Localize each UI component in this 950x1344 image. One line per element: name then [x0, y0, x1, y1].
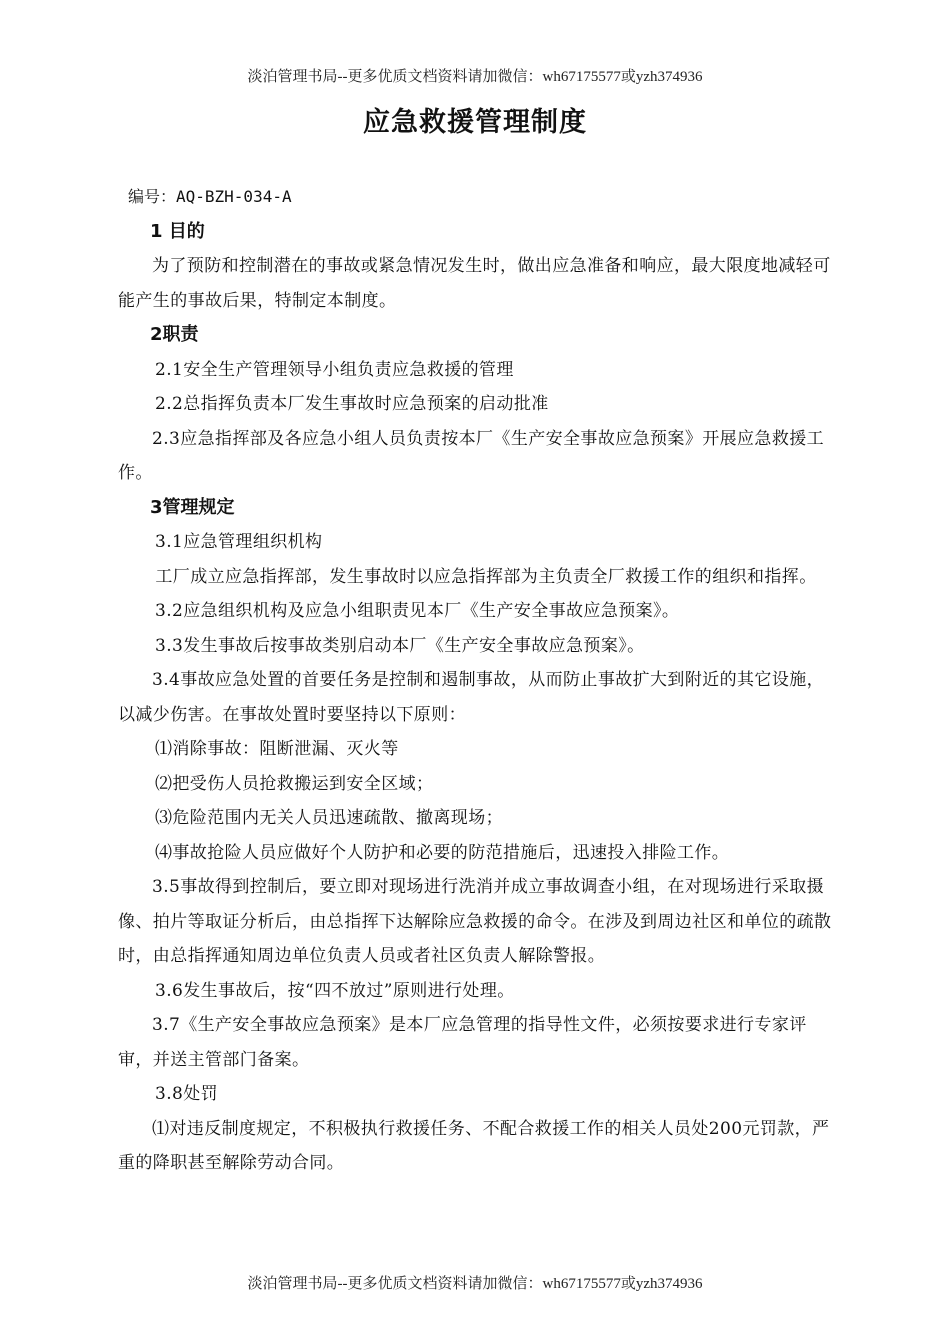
principle-item: ⑶危险范围内无关人员迅速疏散、撤离现场； — [155, 808, 503, 828]
clause: 2.2总指挥负责本厂发生事故时应急预案的启动批准 — [155, 394, 549, 414]
document-code: 编号：AQ-BZH-034-A — [128, 187, 292, 206]
clause: 3.1应急管理组织机构 — [155, 532, 323, 552]
paragraph: 工厂成立应急指挥部，发生事故时以应急指挥部为主负责全厂救援工作的组织和指挥。 — [155, 566, 817, 587]
clause: 2.1安全生产管理领导小组负责应急救援的管理 — [155, 359, 514, 380]
penalty-item: ⑴对违反制度规定，不积极执行救援任务、不配合救援工作的相关人员处200元罚款，严重的降职甚至解除劳动合同。 — [118, 1118, 830, 1173]
principle-item: ⑴消除事故：阻断泄漏、灭火等 — [155, 739, 399, 759]
clause: 2.3应急指挥部及各应急小组人员负责按本厂《生产安全事故应急预案》开展应急救援工作。 — [118, 428, 825, 483]
clause: 3.8处罚 — [155, 1084, 219, 1104]
document-title: 应急救援管理制度 — [363, 107, 587, 138]
clause: 3.5事故得到控制后，要立即对现场进行洗消并成立事故调查小组，在对现场进行采取摄像、拍片等取证分析后，由总指挥下达解除应急救援的命令。在涉及到周边社区和单位的疏散时，由总指挥通知周边单位负责人员或者社区负责人解除警报。 — [118, 877, 832, 966]
clause: 3.4事故应急处置的首要任务是控制和遏制事故，从而防止事故扩大到附近的其它设施，以减少伤害。在事故处置时要坚持以下原则： — [118, 670, 825, 725]
paragraph: 为了预防和控制潜在的事故或紧急情况发生时，做出应急准备和响应，最大限度地减轻可能产生的事故后果，特制定本制度。 — [118, 256, 831, 311]
section-heading-purpose: 1 目的 — [150, 220, 205, 242]
section-heading-duties: 2职责 — [150, 324, 199, 345]
page-header: 淡泊管理书局--更多优质文档资料请加微信：wh67175577或yzh374936 — [247, 69, 703, 85]
clause: 3.2应急组织机构及应急小组职责见本厂《生产安全事故应急预案》。 — [155, 601, 680, 621]
page-footer: 淡泊管理书局--更多优质文档资料请加微信：wh67175577或yzh374936 — [247, 1276, 703, 1292]
principle-item: ⑵把受伤人员抢救搬运到安全区域； — [155, 773, 434, 794]
clause: 3.7《生产安全事故应急预案》是本厂应急管理的指导性文件，必须按要求进行专家评审，并送主管部门备案。 — [118, 1015, 807, 1070]
principle-item: ⑷事故抢险人员应做好个人防护和必要的防范措施后，迅速投入排险工作。 — [155, 842, 730, 863]
clause: 3.6发生事故后，按“四不放过”原则进行处理。 — [155, 980, 515, 1001]
section-heading-rules: 3管理规定 — [150, 496, 235, 518]
clause: 3.3发生事故后按事故类别启动本厂《生产安全事故应急预案》。 — [155, 635, 645, 656]
document-body — [118, 180, 832, 1181]
